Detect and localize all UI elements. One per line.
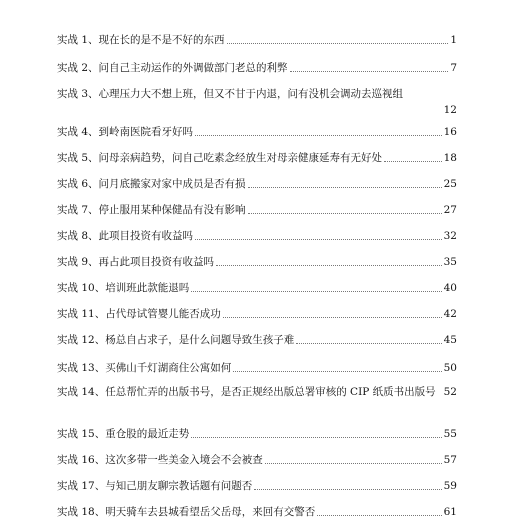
toc-entry[interactable] (57, 32, 457, 48)
toc-entry[interactable] (57, 124, 457, 140)
dot-leader (384, 161, 442, 162)
toc-entry-page: 42 (443, 308, 457, 320)
toc-entry-title: 实战 5、问母亲病趋势，问自己吃素念经放生对母亲健康延寿有无好处 (57, 152, 383, 164)
toc-entry-page: 7 (450, 62, 457, 74)
toc-entry-title: 实战 6、问月底搬家对家中成员是否有损 (57, 178, 246, 190)
dot-leader (248, 213, 442, 214)
toc-entry[interactable] (57, 306, 457, 322)
toc-entry[interactable] (57, 60, 457, 76)
toc-entry[interactable] (57, 384, 457, 400)
toc-entry-page: 12 (443, 104, 457, 116)
toc-entry-page: 45 (443, 334, 457, 346)
toc-entry-title: 实战 12、杨总自占求子，是什么问题导致生孩子难 (57, 334, 295, 346)
toc-entry-page: 55 (443, 428, 457, 440)
toc-entry[interactable] (57, 504, 457, 520)
toc-entry-title: 实战 9、再占此项目投资有收益吗 (57, 256, 215, 268)
toc-entry-title: 实战 16、这次多带一些美金入境会不会被查 (57, 454, 263, 466)
dot-leader (296, 343, 441, 344)
toc-entry[interactable] (57, 86, 457, 118)
toc-entry-title: 实战 10、培训班此款能退吗 (57, 282, 190, 294)
toc-entry[interactable] (57, 202, 457, 218)
toc-entry[interactable] (57, 426, 457, 442)
dot-leader (254, 489, 441, 490)
toc-entry[interactable] (57, 254, 457, 270)
toc-entry-title: 实战 13、买佛山千灯湖商住公寓如何 (57, 362, 232, 374)
toc-entry-title: 实战 2、问自己主动运作的外调做部门老总的利弊 (57, 62, 288, 74)
toc-entry-page: 25 (443, 178, 457, 190)
toc-entry-page: 57 (443, 454, 457, 466)
toc-entry-page: 40 (443, 282, 457, 294)
toc-entry-title: 实战 15、重仓股的最近走势 (57, 428, 190, 440)
toc-entry-title: 实战 3、心理压力大不想上班，但又不甘于内退，问有没机会调动去巡视组 (57, 88, 404, 100)
toc-entry-title: 实战 4、到岭南医院看牙好吗 (57, 126, 194, 138)
dot-leader (195, 239, 442, 240)
toc-entry-title: 实战 18、明天骑车去县城看望岳父岳母，来回有交警否 (57, 506, 316, 518)
toc-entry-page: 50 (443, 362, 457, 374)
toc-entry-title: 实战 7、停止服用某种保健品有没有影响 (57, 204, 246, 216)
toc-entry-page: 61 (443, 506, 457, 518)
toc-entry[interactable] (57, 150, 457, 166)
dot-leader (290, 71, 449, 72)
dot-leader (248, 187, 442, 188)
toc-entry-page: 16 (443, 126, 457, 138)
toc-entry-page: 27 (443, 204, 457, 216)
dot-leader (191, 291, 441, 292)
toc-entry[interactable] (57, 332, 457, 348)
dot-leader (317, 515, 441, 516)
toc-entry-page: 1 (450, 34, 457, 46)
dot-leader (216, 265, 442, 266)
toc-entry-page: 59 (443, 480, 457, 492)
toc-entry-page: 52 (443, 386, 457, 398)
toc-entry-title: 实战 8、此项目投资有收益吗 (57, 230, 194, 242)
dot-leader (223, 317, 442, 318)
dot-leader (233, 371, 441, 372)
toc-entry[interactable] (57, 360, 457, 376)
dot-leader (195, 135, 442, 136)
dot-leader (265, 463, 442, 464)
toc-entry[interactable] (57, 280, 457, 296)
toc-entry-title: 实战 17、与知己朋友聊宗教话题有问题否 (57, 480, 253, 492)
dot-leader (191, 437, 441, 438)
toc-entry[interactable] (57, 478, 457, 494)
toc-entry[interactable] (57, 228, 457, 244)
toc-entry-title: 实战 14、任总帮忙弄的出版书号，是否正规经出版总署审核的 CIP 纸质书出版号 (57, 386, 436, 398)
dot-leader (227, 43, 449, 44)
toc-entry[interactable] (57, 176, 457, 192)
toc-entry-page: 35 (443, 256, 457, 268)
toc-entry-page: 32 (443, 230, 457, 242)
toc-entry-title: 实战 1、现在长的是不是不好的东西 (57, 34, 225, 46)
toc-entry[interactable] (57, 452, 457, 468)
toc-entry-title: 实战 11、占代母试管婴儿能否成功 (57, 308, 221, 320)
toc-entry-page: 18 (443, 152, 457, 164)
